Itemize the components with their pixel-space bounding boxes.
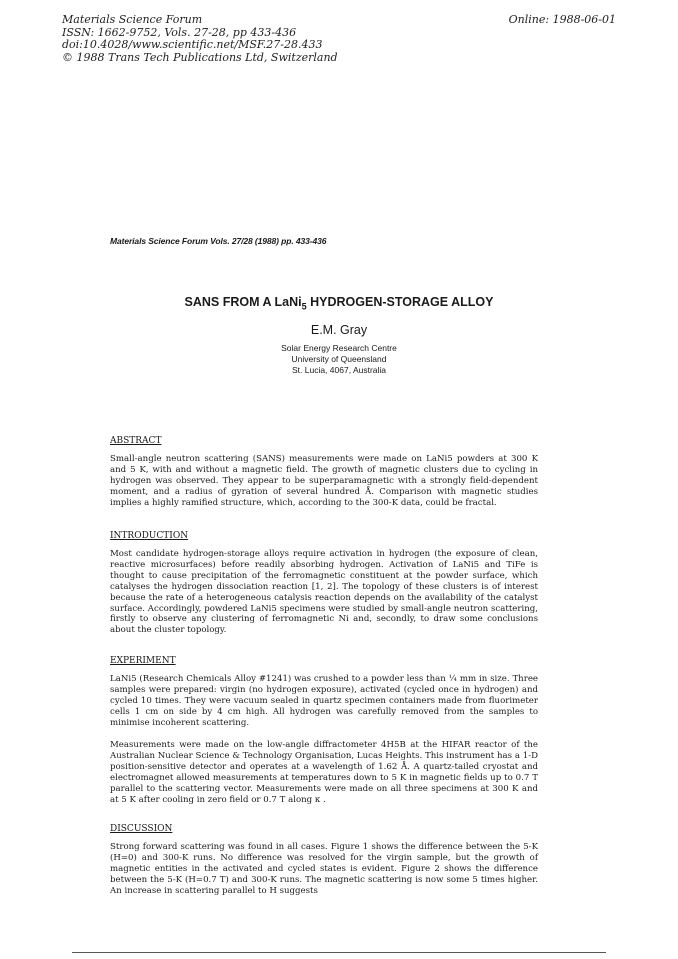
affiliation-line: Solar Energy Research Centre [281,343,397,353]
header-line-doi: doi:10.4028/www.scientific.net/MSF.27-28.433 [62,38,323,51]
experiment-heading: EXPERIMENT [110,656,176,666]
introduction-heading: INTRODUCTION [110,531,189,541]
title-subscript: 5 [301,301,307,312]
author-name: E.M. Gray [310,323,368,337]
affiliation-line: University of Queensland [291,354,387,364]
publication-header [62,14,338,64]
experiment-paragraph-2: Measurements were made on the low-angle diffractometer 4H5B at the HIFAR reactor of the Australian Nuclear Science & Technology Organisation, Lucas Heights. This instrument has a 1-D position-sensitive detector and operates at a wavelength of 1.62 Å. A quartz-tailed cryostat and electromagnet allowed measurements at temperatures down to 5 K in magnetic fields up to 0.7 T parallel to the scattering vector. Measurements were made on all three specimens at 300 K and at 5 K after cooling in zero field or 0.7 T along κ . [110,740,538,805]
discussion-heading: DISCUSSION [110,824,173,834]
experiment-paragraph-1: LaNi5 (Research Chemicals Alloy #1241) was crushed to a powder less than ¼ mm in size. Three samples were prepared: virgin (no hydrogen exposure), activated (cycled once in hydrogen) and cycled 10 times. They were vacuum sealed in quartz specimen containers made from fluorimeter cells 1 cm on side by 4 cm high. All hydrogen was carefully removed from the samples to minimise incoherent scattering. [110,674,538,728]
journal-citation: Materials Science Forum Vols. 27/28 (1988) pp. 433-436 [110,236,327,246]
discussion-text: Strong forward scattering was found in all cases. Figure 1 shows the difference between the 5-K (H=0) and 300-K runs. No difference was resolved for the virgin sample, but the growth of magnetic entities in the activated and cycled states is evident. Figure 2 shows the difference between the 5-K (H=0.7 T) and 300-K runs. The magnetic scattering is now some 5 times higher. An increase in scattering parallel to H suggests [110,842,538,896]
title-suffix: HYDROGEN-STORAGE ALLOY [306,295,494,309]
affiliation-line: St. Lucia, 4067, Australia [291,365,387,375]
affiliation [0,343,678,376]
title-prefix: SANS FROM A LaNi [184,295,302,309]
header-line-journal: Materials Science Forum [62,13,203,26]
abstract-heading: ABSTRACT [110,436,162,446]
footer-rule [72,952,606,953]
online-date: Online: 1988-06-01 [508,13,616,26]
header-line-issn: ISSN: 1662-9752, Vols. 27-28, pp 433-436 [62,25,297,39]
header-line-copyright: © 1988 Trans Tech Publications Ltd, Switzerland [62,50,338,64]
abstract-text: Small-angle neutron scattering (SANS) measurements were made on LaNi5 powders at 300 K and 5 K, with and without a magnetic field. The growth of magnetic clusters due to cycling in hydrogen was observed. They appear to be superparamagnetic with a strongly field-dependent moment, and a radius of gyration of several hundred Å. Comparison with magnetic studies implies a highly ramified structure, which, according to the 300-K data, could be fractal. [110,454,538,508]
paper-title [0,295,678,312]
introduction-text: Most candidate hydrogen-storage alloys require activation in hydrogen (the exposure of clean, reactive microsurfaces) before readily absorbing hydrogen. Activation of LaNi5 and TiFe is thought to cause precipitation of the ferromagnetic constituent at the powder surface, which catalyses the hydrogen dissociation reaction [1, 2]. The topology of these clusters is of interest because the rate of a heterogeneous catalysis reaction depends on the availability of the catalyst surface. Accordingly, powdered LaNi5 specimens were studied by small-angle neutron scattering, firstly to observe any clustering of ferromagnetic Ni and, secondly, to draw some conclusions about the cluster topology. [110,549,538,636]
